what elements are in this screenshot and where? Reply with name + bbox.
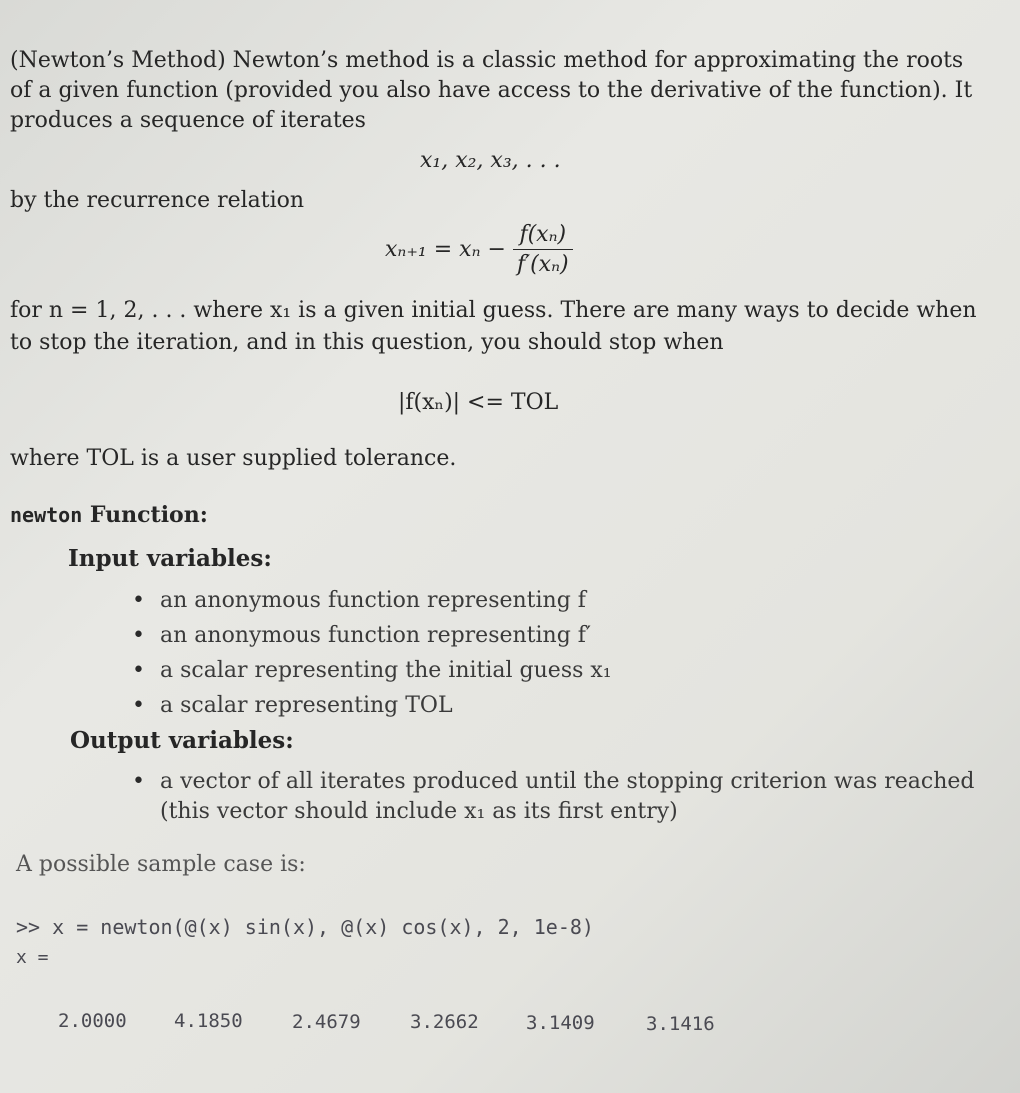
result-value: 4.1850 [174, 1010, 243, 1032]
recurrence-label: by the recurrence relation [10, 188, 305, 213]
function-heading [10, 500, 208, 530]
outputs-heading: Output variables: [70, 727, 294, 754]
intro-line-1: (Newton’s Method) Newton’s method is a classic method for approximating the roots [10, 48, 964, 73]
iterates-equation: x₁, x₂, x₃, . . . [420, 148, 561, 173]
input-item: • a scalar representing the initial guess x₁ [132, 653, 612, 688]
recurrence-fraction [513, 222, 573, 277]
intro-line-2: of a given function (provided you also have access to the derivative of the function). It [10, 78, 973, 103]
output-item-continuation: (this vector should include x₁ as its first entry) [160, 799, 678, 824]
inputs-list [132, 583, 612, 723]
after-recurrence-line-1: for n = 1, 2, . . . where x₁ is a given initial guess. There are many ways to decide when [10, 298, 977, 323]
result-value: 3.1409 [526, 1012, 595, 1034]
tol-note: where TOL is a user supplied tolerance. [10, 446, 457, 471]
outputs-list [132, 764, 974, 799]
input-item: • an anonymous function representing f [132, 583, 612, 618]
code-result-label: x = [16, 947, 49, 968]
input-item: • a scalar representing TOL [132, 688, 612, 723]
intro-line-3: produces a sequence of iterates [10, 108, 366, 133]
stop-condition: |f(xₙ)| <= TOL [398, 390, 559, 415]
result-value: 3.1416 [646, 1013, 715, 1035]
code-command: >> x = newton(@(x) sin(x), @(x) cos(x), 2, 1e-8) [16, 915, 594, 939]
recurrence-lhs: xₙ₊₁ = xₙ − [385, 237, 506, 262]
sample-label: A possible sample case is: [16, 852, 306, 877]
result-value: 2.4679 [292, 1011, 361, 1033]
function-heading-suffix: Function: [82, 502, 208, 528]
recurrence-numerator: f(xₙ) [513, 222, 573, 250]
after-recurrence-line-2: to stop the iteration, and in this question, you should stop when [10, 330, 724, 355]
inputs-heading: Input variables: [68, 545, 272, 572]
recurrence-equation [385, 222, 573, 277]
input-item: • an anonymous function representing f′ [132, 618, 612, 653]
result-value: 3.2662 [410, 1011, 479, 1033]
result-value: 2.0000 [58, 1010, 127, 1032]
function-name: newton [10, 503, 83, 527]
recurrence-denominator: f′(xₙ) [516, 252, 569, 277]
output-item: • a vector of all iterates produced until the stopping criterion was reached [132, 764, 974, 799]
